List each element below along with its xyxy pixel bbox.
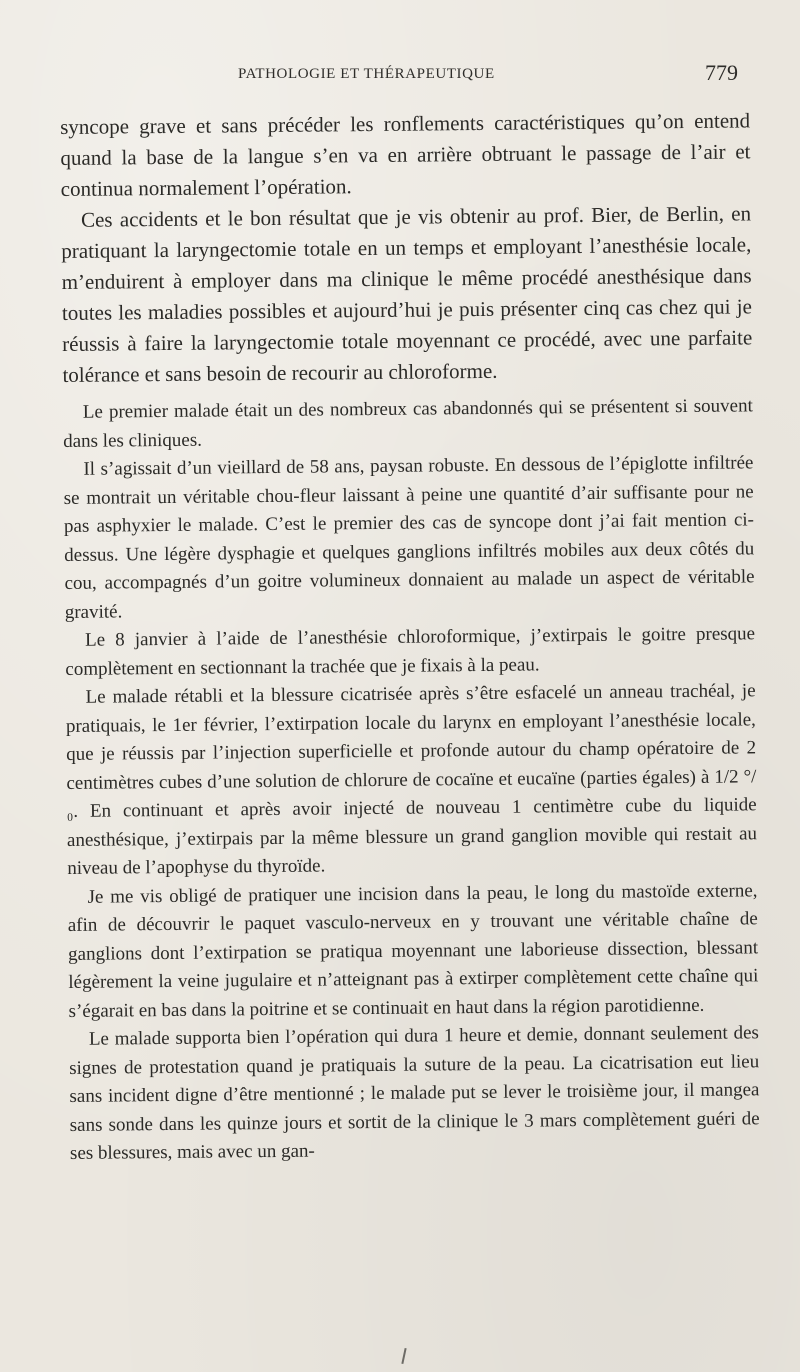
paragraph: Le premier malade était un des nombreux cas abandonnés qui se présentent si souvent dans les cliniques.: [63, 395, 753, 452]
paragraph: syncope grave et sans précéder les ronflements caractéristiques qu’on entend quand la base de la langue s’en va en arrière obtruant le passage de l’air et continua normalement l’opération.: [60, 108, 751, 201]
page-body: [60, 105, 760, 1168]
page-number: 779: [705, 60, 738, 85]
page-header: [238, 60, 738, 90]
paragraph: Je me vis obligé de pratiquer une incision dans la peau, le long du mastoïde externe, afin de découvrir le paquet vasculo-nerveux en y trouvant une véritable chaîne de ganglions dont l’extirpation se pratiqua moyennant une laborieuse dissection, blessant légèrement la veine jugulaire et n’atteignant pas à extirper complètement cette chaîne qui s’égarait en bas dans la poitrine et se continuait en haut dans la région parotidienne.: [67, 879, 759, 1022]
ink-mark: [401, 1348, 406, 1364]
paragraph: Il s’agissait d’un vieillard de 58 ans, paysan robuste. En dessous de l’épiglotte infiltrée se montrait un véritable chou-fleur laissant à peine une quantité d’air suffisante pour ne pas asphyxier le malade. C’est le premier des cas de syncope dont j’ai fait mention ci-dessus. Une légère dysphagie et quelques ganglions infiltrés mobiles aux deux côtés du cou, accompagnés d’un goitre volumineux donnaient au malade un aspect de véritable gravité.: [63, 452, 755, 623]
paragraph: Le malade rétabli et la blessure cicatrisée après s’être esfacelé un anneau trachéal, je pratiquais, le 1er février, l’extirpation locale du larynx en employant l’anesthésie locale, que je réussis par l’injection superficielle et profonde autour du champ opératoire de 2 centimètres cubes d’une solution de chlorure de cocaïne et eucaïne (parties égales) à 1/2 °/₀. En continuant et après avoir injecté de nouveau 1 centimètre cube du liquide anesthésique, j’extirpais par la même blessure un grand ganglion movible qui restait au niveau de l’apophyse du thyroïde.: [65, 680, 758, 879]
paragraph: Le 8 janvier à l’aide de l’anesthésie chloroformique, j’extirpais le goitre presque complètement en sectionnant la trachée que je fixais à la peau.: [65, 623, 756, 680]
running-title: PATHOLOGIE ET THÉRAPEUTIQUE: [238, 66, 495, 82]
paragraph: Le malade supporta bien l’opération qui dura 1 heure et demie, donnant seulement des signes de protestation quand je pratiquais la suture de la peau. La cicatrisation eut lieu sans incident digne d’être mentionné ; le malade put se lever le troisième jour, il mangea sans sonde dans les quinze jours et sortit de la clinique le 3 mars complètement guéri de ses blessures, mais avec un gan-: [69, 1022, 760, 1164]
paragraph: Ces accidents et le bon résultat que je vis obtenir au prof. Bier, de Berlin, en pratiquant la laryngectomie totale en un temps et employant l’anesthésie locale, m’enduirent à employer dans ma clinique le même procédé anesthésique dans toutes les maladies possibles et aujourd’hui je puis présenter cinq cas chez qui je réussis à faire la laryngectomie totale moyennant ce procédé, avec une parfaite tolérance et sans besoin de recourir au chloroforme.: [61, 201, 753, 387]
